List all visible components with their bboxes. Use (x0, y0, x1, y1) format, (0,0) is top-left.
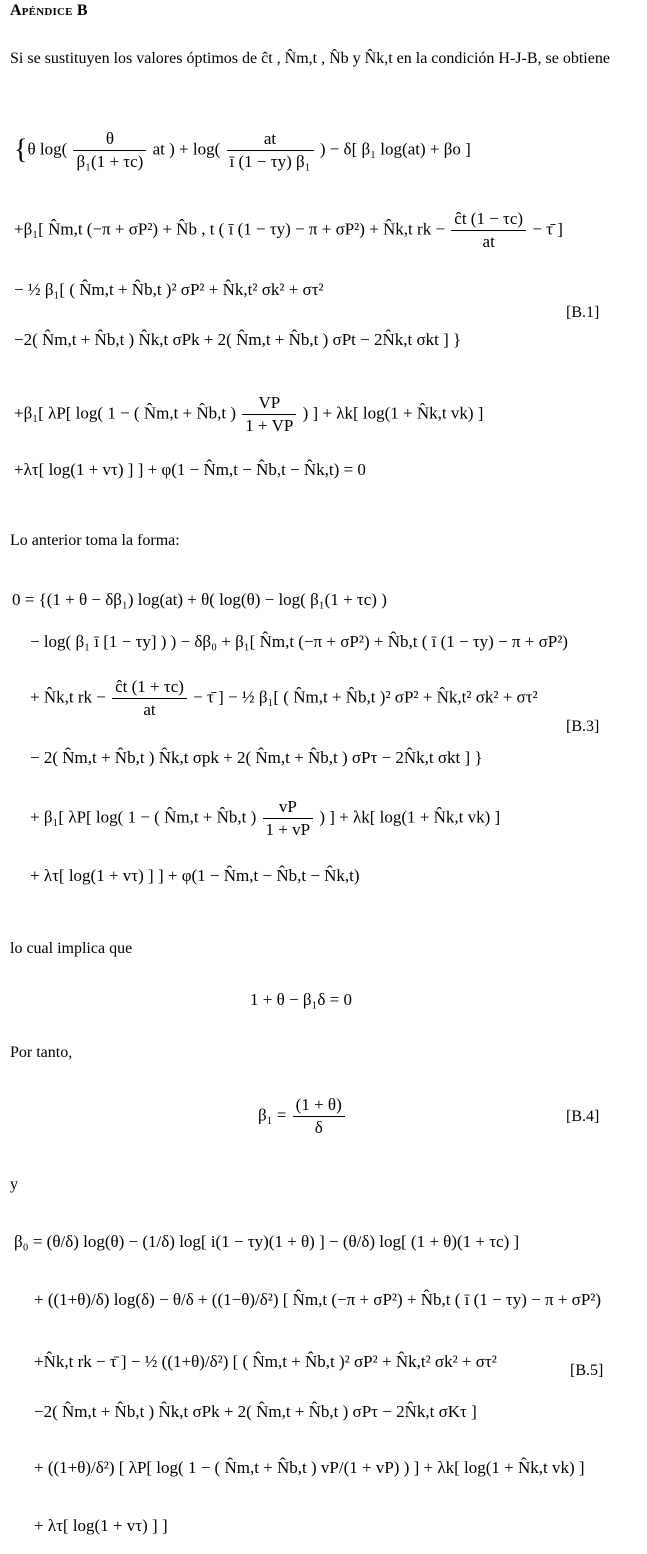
eq-b1-line1: {θ log( $\frac{\theta}{\text{β₁(1 + τc)}}$ at ) + log( $\frac{at}{\text{ī (1 − τy) β₁}}$ ) − δ[ β₁ log(at) + βo ] (14, 129, 471, 171)
equation-condition: 1 + θ − β₁δ = 0 (250, 990, 352, 1009)
eq-b4-tag: [B.4] (566, 1108, 600, 1125)
eq-b5-line6: + λτ[ log(1 + vτ) ] ] (34, 1516, 168, 1535)
section-heading: Apéndice B (10, 2, 88, 19)
eq-b3-line1: 0 = {(1 + θ − δβ₁) log(at) + θ( log(θ) − log( β₁(1 + τc) ) (12, 590, 387, 609)
eq-b3-line5: + β₁[ λP[ log( 1 − ( N̂m,t + N̂b,t ) $\frac{vP}{1 + vP}$ ) ] + λk[ log(1 + N̂k,t vk) ] (30, 797, 501, 839)
eq-b3-tag: [B.3] (566, 718, 600, 735)
eq-b5-line1: β₀ = (θ/δ) log(θ) − (1/δ) log[ i(1 − τy)(1 + θ) ] − (θ/δ) log[ (1 + θ)(1 + τc) ] (14, 1232, 520, 1251)
paragraph-intro: Si se sustituyen los valores óptimos de ĉt , N̂m,t , N̂b y N̂k,t en la condición H-J-B, se obtiene (10, 50, 610, 67)
eq-b1-line3: − ½ β₁[ ( N̂m,t + N̂b,t )² σP² + N̂k,t² σk² + στ² (14, 280, 324, 299)
eq-b3-line2: − log( β₁ ī [1 − τy] ) ) − δβ₀ + β₁[ N̂m,t (−π + σP²) + N̂b,t ( ī (1 − τy) − π + σP²) (30, 632, 568, 651)
eq-b4-body: β₁ = $\frac{(1 + \theta)}{\delta}$ (258, 1094, 347, 1139)
eq-b3-line6: + λτ[ log(1 + vτ) ] ] + φ(1 − N̂m,t − N̂b,t − N̂k,t) (30, 866, 360, 885)
eq-b1-line5: +β₁[ λP[ log( 1 − ( N̂m,t + N̂b,t ) $\frac{VP}{1 + VP}$ ) ] + λk[ log(1 + N̂k,t vk) ] (14, 393, 484, 435)
paragraph-forma: Lo anterior toma la forma: (10, 532, 180, 549)
paragraph-implica: lo cual implica que (10, 940, 133, 957)
eq-b5-line3: +N̂k,t rk − τ̄ ] − ½ ((1+θ)/δ²) [ ( N̂m,t + N̂b,t )² σP² + N̂k,t² σk² + στ² (34, 1352, 497, 1371)
eq-b1-line2: +β₁[ N̂m,t (−π + σP²) + N̂b , t ( ī (1 − τy) − π + σP²) + N̂k,t rk − $\frac{ĉt (1 - \tau c)}{at}$ − τ̄ ] (14, 209, 563, 251)
eq-b5-line5: + ((1+θ)/δ²) [ λP[ log( 1 − ( N̂m,t + N̂b,t ) vP/(1 + vP) ) ] + λk[ log(1 + N̂k,t vk) ] (34, 1458, 585, 1477)
eq-b3-line3: + N̂k,t rk − $\frac{ĉt (1 + \tau c)}{at}$ − τ̄ ] − ½ β₁[ ( N̂m,t + N̂b,t )² σP² + N̂k,t² σk² + στ² (30, 677, 538, 719)
eq-b5-line2: + ((1+θ)/δ) log(δ) − θ/δ + ((1−θ)/δ²) [ N̂m,t (−π + σP²) + N̂b,t ( ī (1 − τy) − π + σP²) (34, 1290, 602, 1309)
paragraph-por-tanto: Por tanto, (10, 1044, 73, 1061)
eq-b1-line6: +λτ[ log(1 + vτ) ] ] + φ(1 − N̂m,t − N̂b,t − N̂k,t) = 0 (14, 460, 366, 479)
eq-b5-line4: −2( N̂m,t + N̂b,t ) N̂k,t σPk + 2( N̂m,t + N̂b,t ) σPτ − 2N̂k,t σKτ ] (34, 1402, 477, 1421)
eq-b1-line4: −2( N̂m,t + N̂b,t ) N̂k,t σPk + 2( N̂m,t + N̂b,t ) σPt − 2N̂k,t σkt ] } (14, 330, 462, 349)
eq-b1-tag: [B.1] (566, 304, 600, 321)
eq-b3-line4: − 2( N̂m,t + N̂b,t ) N̂k,t σpk + 2( N̂m,t + N̂b,t ) σPτ − 2N̂k,t σkt ] } (30, 748, 483, 767)
paragraph-y: y (10, 1176, 18, 1193)
eq-b5-tag: [B.5] (570, 1362, 604, 1379)
